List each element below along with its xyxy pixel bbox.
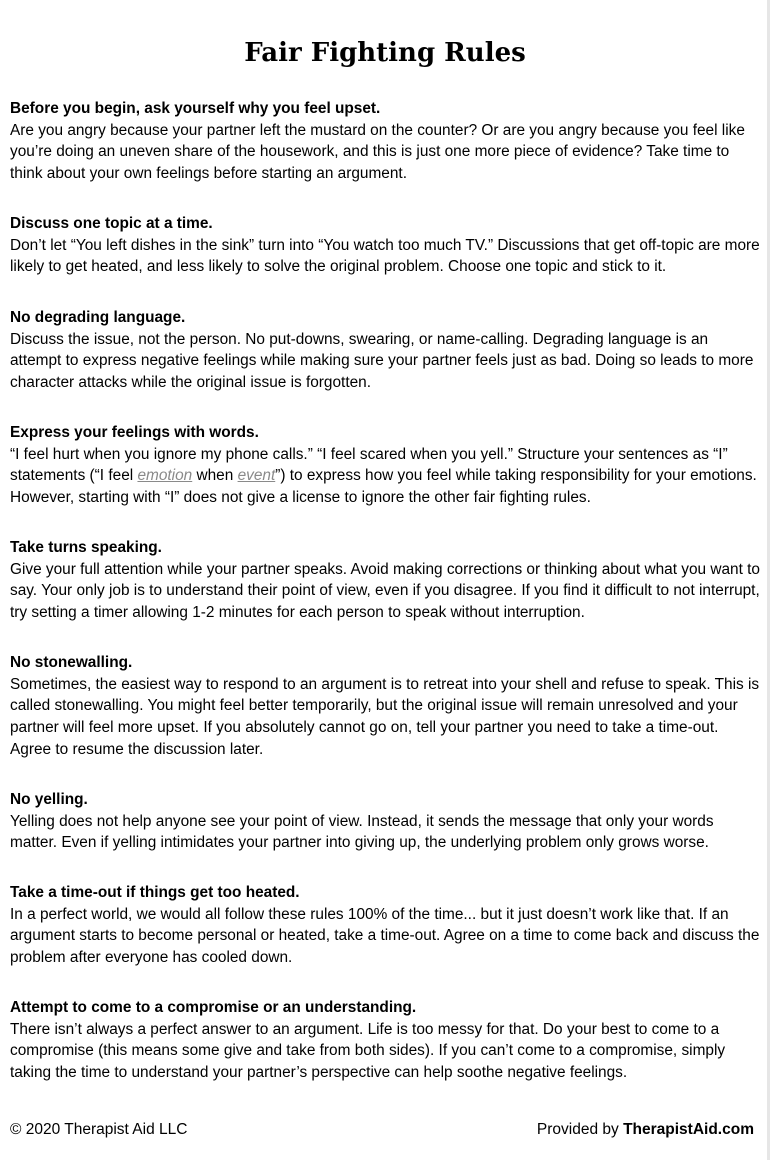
section-body: Discuss the issue, not the person. No put-downs, swearing, or name-calling. Degrading language is an attempt to express negative feelings while making sure your partner feels just as bad. Doing so leads to more character attacks while the original issue is forgotten.	[10, 330, 754, 392]
section-heading: Take a time-out if things get too heated.	[10, 884, 300, 901]
section-body	[10, 444, 760, 509]
body-text: when	[192, 467, 238, 485]
section-body: Sometimes, the easiest way to respond to an argument is to retreat into your shell and refuse to speak. This is called stonewalling. You might feel better temporarily, but the original issue will remain unresolved and your partner will feel more upset. If you absolutely cannot go on, tell your partner you need to take a time-out. Agree to resume the discussion later.	[10, 675, 760, 758]
page-title: Fair Fighting Rules	[244, 38, 526, 68]
section-no-degrading-language	[10, 307, 760, 394]
section-body: Don’t let “You left dishes in the sink” turn into “You watch too much TV.” Discussions that get off-topic are more likely to get heated, and less likely to solve the original problem. Choose one topic and stick to it.	[10, 236, 760, 276]
section-body: Give your full attention while your partner speaks. Avoid making corrections or thinking about what you want to say. Your only job is to understand their point of view, even if you disagree. If you find it difficult to not interrupt, try setting a timer allowing 1-2 minutes for each person to speak without interruption.	[10, 560, 760, 622]
section-heading: Discuss one topic at a time.	[10, 215, 213, 232]
section-heading: No degrading language.	[10, 309, 186, 326]
section-before-you-begin	[10, 98, 760, 185]
section-heading: No yelling.	[10, 791, 88, 808]
event-placeholder: event	[237, 467, 276, 485]
section-one-topic	[10, 213, 760, 278]
section-heading: Before you begin, ask yourself why you feel upset.	[10, 100, 381, 117]
brand-link[interactable]: TherapistAid.com	[623, 1121, 754, 1138]
section-heading: Express your feelings with words.	[10, 424, 259, 441]
section-body: Are you angry because your partner left the mustard on the counter? Or are you angry because you feel like you’re doing an uneven share of the housework, and this is just one more piece of evidence? Take time to think about your own feelings before starting an argument.	[10, 121, 745, 183]
section-no-stonewalling	[10, 652, 760, 761]
copyright: © 2020 Therapist Aid LLC	[10, 1121, 188, 1138]
emotion-placeholder: emotion	[137, 467, 193, 485]
section-body: In a perfect world, we would all follow these rules 100% of the time... but it just doesn’t work like that. If an argument starts to become personal or heated, take a time-out. Agree on a time to come back and discuss the problem after everyone has cooled down.	[10, 905, 760, 967]
section-heading: Take turns speaking.	[10, 539, 162, 556]
body-text: ”) to express how you feel while taking responsibility for your emotions. However, starting with “I” does not give a license to ignore the other fair fighting rules.	[10, 467, 757, 507]
section-body: Yelling does not help anyone see your point of view. Instead, it sends the message that only your words matter. Even if yelling intimidates your partner into giving up, the underlying problem only grows worse.	[10, 812, 714, 852]
footer-provided-by	[537, 1120, 754, 1140]
section-take-turns	[10, 537, 760, 624]
section-time-out	[10, 882, 760, 969]
section-express-feelings	[10, 422, 760, 509]
section-compromise	[10, 997, 760, 1084]
section-heading: Attempt to come to a compromise or an understanding.	[10, 999, 417, 1016]
section-body: There isn’t always a perfect answer to an argument. Life is too messy for that. Do your best to come to a compromise (this means some give and take from both sides). If you can’t come to a compromise, simply taking the time to understand your partner’s perspective can help soothe negative feelings.	[10, 1020, 726, 1082]
body-text: “I feel hurt when you ignore my phone calls.” “I feel scared when you yell.” Structure your sentences as “I” statements (“I feel	[10, 445, 728, 485]
section-no-yelling	[10, 789, 760, 854]
provided-by-label: Provided by	[536, 1121, 624, 1138]
section-heading: No stonewalling.	[10, 654, 133, 671]
